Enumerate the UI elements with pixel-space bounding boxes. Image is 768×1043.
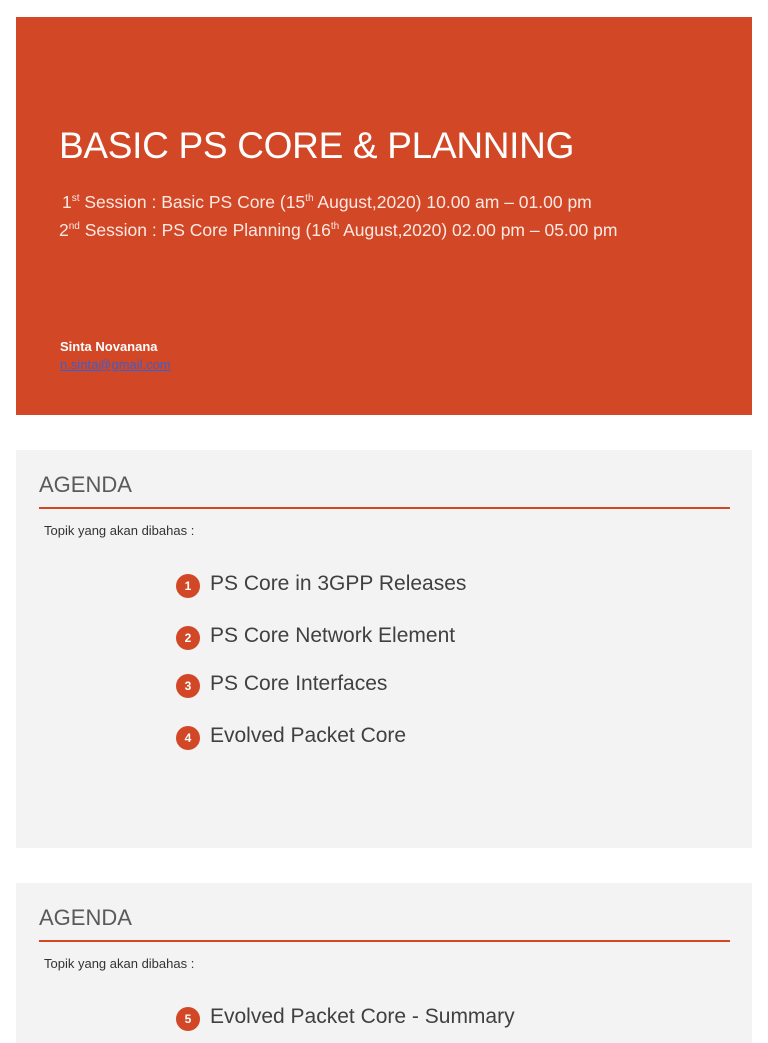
agenda-item [176,669,387,699]
presentation-title: BASIC PS CORE & PLANNING [59,125,575,166]
agenda-item-text: Evolved Packet Core [210,724,407,747]
session-1-time: August,2020) 10.00 am – 01.00 pm [313,192,592,212]
agenda-number-badge: 3 [176,674,200,698]
session-1-line [62,192,592,213]
agenda-slide-2 [16,883,752,1043]
agenda-item [176,569,466,599]
session-1-ordinal: st [71,193,80,205]
session-2-time: August,2020) 02.00 pm – 05.00 pm [339,220,618,240]
agenda-number-badge: 5 [176,1007,200,1031]
session-1-text: Session : Basic PS Core (15 [79,192,306,212]
session-2-number: 2 [59,220,69,240]
agenda-number-badge: 1 [176,574,200,598]
agenda-item-text: PS Core Network Element [210,624,456,647]
agenda-number-badge: 2 [176,626,200,650]
agenda-item-text: Evolved Packet Core - Summary [210,1005,515,1028]
session-2-text: Session : PS Core Planning (16 [79,220,331,240]
session-1-number: 1 [62,192,72,212]
agenda-slide-1 [16,450,752,848]
agenda-item [176,621,455,651]
topic-label: Topik yang akan dibahas : [44,523,195,538]
title-slide [16,17,752,415]
heading-divider [39,507,730,509]
agenda-item [176,721,406,751]
heading-divider [39,940,730,942]
session-2-line [59,220,617,241]
session-1-date-suffix: th [305,193,314,205]
author-email-link[interactable]: n.sinta@gmail.com [60,357,171,372]
topic-label: Topik yang akan dibahas : [44,956,195,971]
session-2-ordinal: nd [68,221,80,233]
agenda-item-text: PS Core Interfaces [210,672,388,695]
author-name: Sinta Novanana [60,339,158,354]
agenda-number-badge: 4 [176,726,200,750]
agenda-heading: AGENDA [39,472,132,497]
session-2-date-suffix: th [330,221,340,233]
agenda-item [176,1002,515,1032]
agenda-heading: AGENDA [39,905,132,930]
agenda-item-text: PS Core in 3GPP Releases [210,572,467,595]
